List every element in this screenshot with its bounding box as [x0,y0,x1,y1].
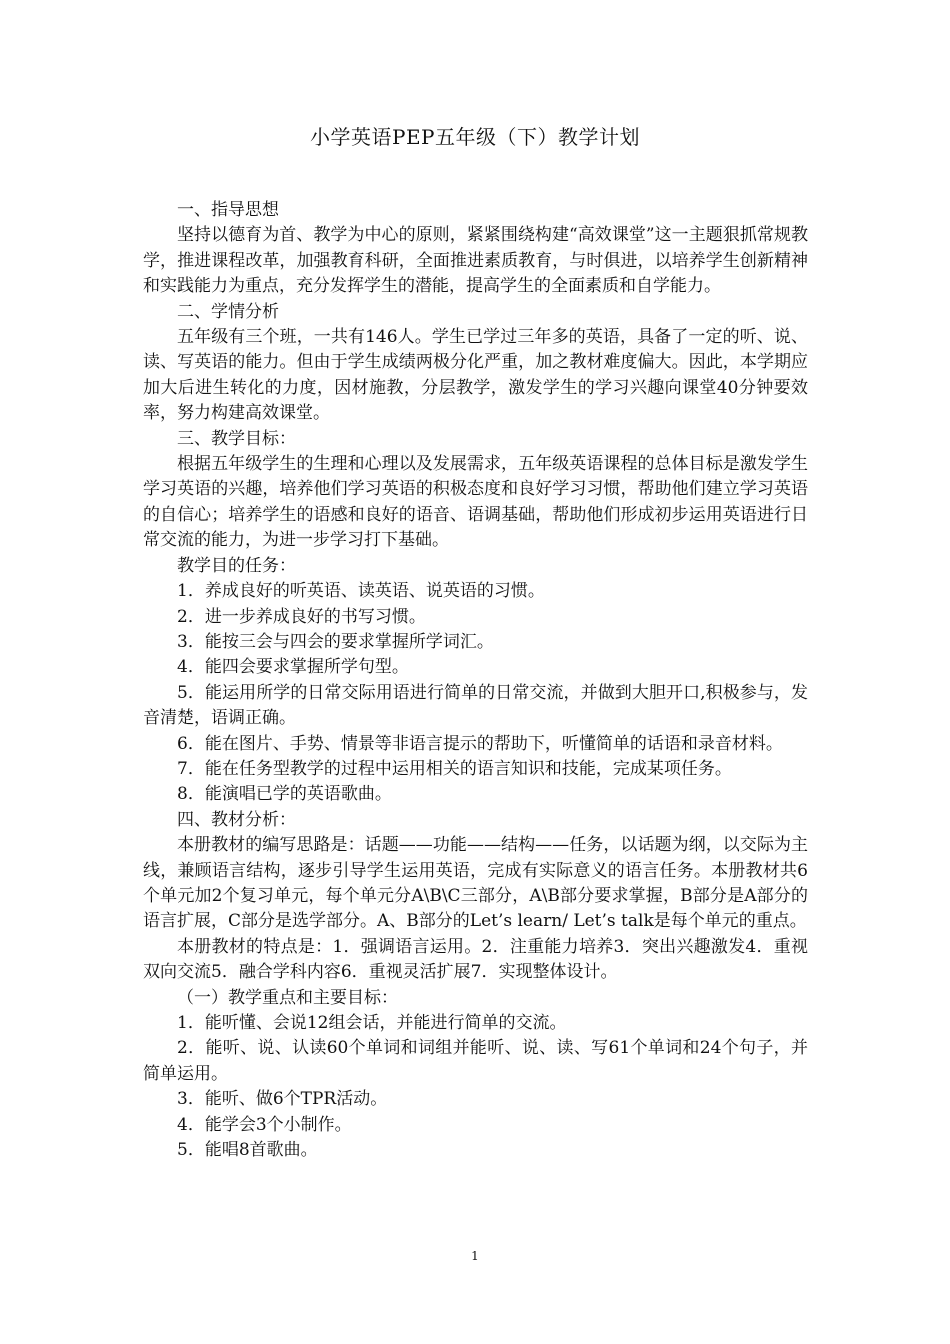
task-item-1: 1．养成良好的听英语、读英语、说英语的习惯。 [177,581,545,602]
heading-guiding-thought: 一、指导思想 [177,200,279,220]
paragraph-textbook-design: 本册教材的编写思路是：话题——功能——结构——任务，以话题为纲，以交际为主线，兼顾语言结构，逐步引导学生运用英语，完成有实际意义的语言任务。本册教材共6个单元加2个复习单元，每个单元分A\B\C三部分，A\B部分要求掌握，B部分是A部分的语言扩展，C部分是选学部分。A、B部分的Let’s learn/ Let’s talk是每个单元的重点。 [143,835,808,932]
task-item-2: 2．进一步养成良好的书写习惯。 [177,606,426,627]
task-item-5: 5．能运用所学的日常交际用语进行简单的日常交流，并做到大胆开口,积极参与，发音清楚，语调正确。 [143,682,808,729]
task-item-7: 7．能在任务型教学的过程中运用相关的语言知识和技能，完成某项任务。 [177,758,732,779]
task-item-4: 4．能四会要求掌握所学句型。 [177,657,409,678]
task-item-3: 3．能按三会与四会的要求掌握所学词汇。 [177,631,494,652]
paragraph-textbook-features: 本册教材的特点是：1．强调语言运用。2．注重能力培养3．突出兴趣激发4．重视双向交流5．融合学科内容6．重视灵活扩展7．实现整体设计。 [143,936,808,983]
paragraph-teaching-goals: 根据五年级学生的生理和心理以及发展需求，五年级英语课程的总体目标是激发学生学习英语的兴趣，培养他们学习英语的积极态度和良好学习习惯，帮助他们建立学习英语的自信心；培养学生的语感和良好的语音、语调基础，帮助他们形成初步运用英语进行日常交流的能力，为进一步学习打下基础。 [143,454,808,551]
paragraph-student-analysis: 五年级有三个班，一共有146人。学生已学过三年多的英语，具备了一定的听、说、读、写英语的能力。但由于学生成绩两极分化严重，加之教材难度偏大。因此，本学期应加大后进生转化的力度，因材施教，分层教学，激发学生的学习兴趣向课堂40分钟要效率，努力构建高效课堂。 [143,327,808,424]
subheading-key-points: （一）教学重点和主要目标： [177,987,398,1008]
task-item-6: 6．能在图片、手势、情景等非语言提示的帮助下，听懂简单的话语和录音材料。 [177,733,783,754]
key-point-item-4: 4．能学会3个小制作。 [177,1114,352,1135]
task-item-8: 8．能演唱已学的英语歌曲。 [177,784,392,805]
document-title: 小学英语PEP五年级（下）教学计划 [309,125,640,149]
key-point-item-5: 5．能唱8首歌曲。 [177,1140,318,1161]
paragraph-guiding-thought: 坚持以德育为首、教学为中心的原则，紧紧围绕构建“高效课堂”这一主题狠抓常规教学，推进课程改革，加强教育科研，全面推进素质教育，与时俱进，以培养学生创新精神和实践能力为重点，充分发挥学生的潜能，提高学生的全面素质和自学能力。 [143,225,808,297]
key-point-item-3: 3．能听、做6个TPR活动。 [177,1089,388,1110]
subheading-tasks: 教学目的任务： [177,555,296,576]
key-point-item-2: 2．能听、说、认读60个单词和词组并能听、说、读、写61个单词和24个句子，并简单运用。 [143,1038,808,1084]
heading-student-analysis: 二、学情分析 [177,301,279,322]
heading-teaching-goals: 三、教学目标： [177,428,296,449]
key-point-item-1: 1．能听懂、会说12组会话，并能进行简单的交流。 [177,1013,567,1033]
page-number: 1 [471,1249,479,1263]
heading-textbook-analysis: 四、教材分析： [177,809,296,830]
document-body [143,198,808,1163]
